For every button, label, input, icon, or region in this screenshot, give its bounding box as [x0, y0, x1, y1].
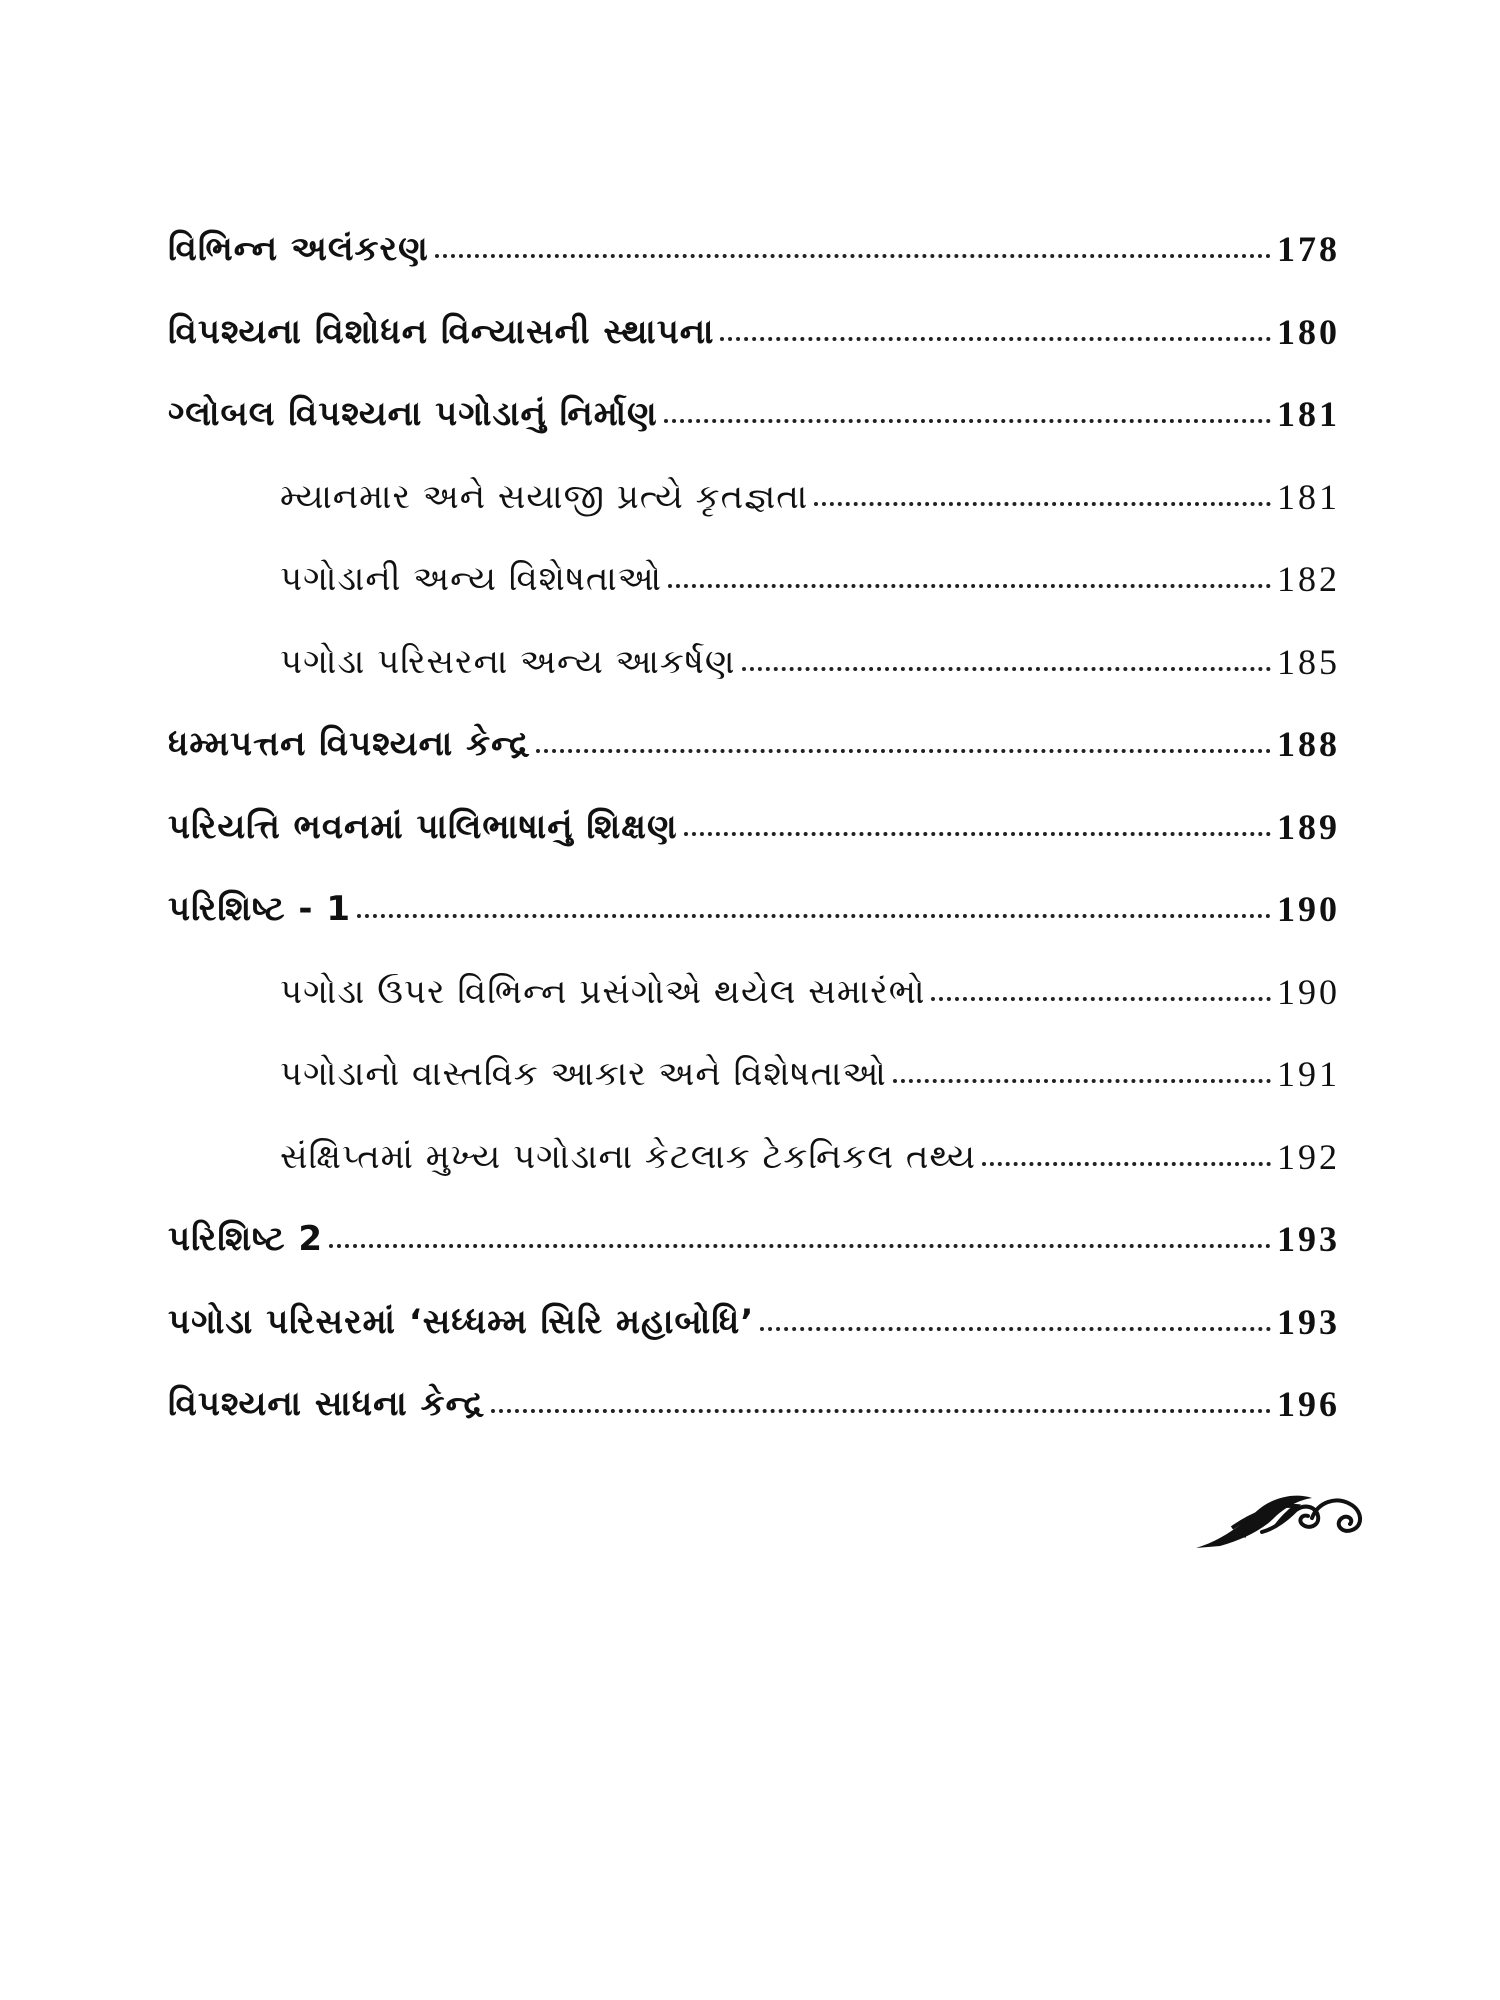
toc-entry-title: પરિશિષ્ટ - 1 — [168, 889, 352, 930]
floral-flourish-icon — [1192, 1488, 1378, 1552]
toc-page-number: 181 — [1277, 394, 1340, 435]
dot-leader — [982, 1162, 1271, 1166]
toc-entry-title: વિપશ્યના વિશોધન વિન્યાસની સ્થાપના — [168, 311, 715, 352]
toc-entry — [168, 291, 1340, 374]
toc-entry-title: વિપશ્યના સાધના કેન્દ્ર — [168, 1384, 485, 1425]
toc-page-number: 193 — [1277, 1219, 1340, 1260]
toc-page-number: 182 — [1277, 559, 1340, 600]
toc-entry-title: પગોડાનો વાસ્તવિક આકાર અને વિશેષતાઓ — [280, 1054, 887, 1095]
toc-entry-title: પરિશિષ્ટ 2 — [168, 1219, 324, 1260]
dot-leader — [664, 419, 1271, 423]
dot-leader — [329, 1244, 1271, 1248]
toc-entry-title: પગોડા પરિસરમાં ‘સધ્ધમ્મ સિરિ મહાબોધિ’ — [168, 1301, 755, 1342]
toc-entry — [168, 208, 1340, 291]
toc-subentry — [168, 1033, 1340, 1116]
toc-entry — [168, 1363, 1340, 1446]
toc-page-number: 190 — [1277, 889, 1340, 930]
toc-page-number: 193 — [1277, 1301, 1340, 1342]
toc-subentry — [168, 951, 1340, 1034]
toc-entry — [168, 1281, 1340, 1364]
toc-page-number: 190 — [1277, 971, 1340, 1012]
toc-entry-title: ગ્લોબલ વિપશ્યના પગોડાનું નિર્માણ — [168, 394, 658, 435]
toc-page-number: 189 — [1277, 806, 1340, 847]
toc-entry — [168, 703, 1340, 786]
toc-entry — [168, 868, 1340, 951]
toc-page-number: 185 — [1277, 641, 1340, 682]
toc-entry — [168, 373, 1340, 456]
toc-entry-title: પગોડા ઉપર વિભિન્ન પ્રસંગોએ થયેલ સમારંભો — [280, 971, 926, 1012]
dot-leader — [536, 749, 1271, 753]
toc-subentry — [168, 538, 1340, 621]
dot-leader — [893, 1079, 1271, 1083]
toc-entry-title: વિભિન્ન અલંકરણ — [168, 229, 429, 270]
toc-entry — [168, 786, 1340, 869]
toc-page-number: 180 — [1277, 311, 1340, 352]
toc-entry-title: ધમ્મપત્તન વિપશ્યના કેન્દ્ર — [168, 724, 531, 765]
table-of-contents — [168, 208, 1340, 1446]
toc-page-number: 178 — [1277, 229, 1340, 270]
toc-page-number: 196 — [1277, 1384, 1340, 1425]
toc-entry-title: પગોડાની અન્ય વિશેષતાઓ — [280, 559, 663, 600]
toc-page-number: 181 — [1277, 476, 1340, 517]
toc-page-number: 188 — [1277, 724, 1340, 765]
toc-entry-title: પગોડા પરિસરના અન્ય આકર્ષણ — [280, 641, 736, 682]
dot-leader — [720, 337, 1271, 341]
dot-leader — [491, 1409, 1271, 1413]
toc-entry — [168, 1198, 1340, 1281]
dot-leader — [684, 832, 1271, 836]
dot-leader — [668, 584, 1271, 588]
dot-leader — [742, 667, 1271, 671]
toc-page-number: 192 — [1277, 1136, 1340, 1177]
toc-entry-title: સંક્ષિપ્તમાં મુખ્ય પગોડાના કેટલાક ટેકનિકલ તથ્ય — [280, 1136, 976, 1177]
toc-subentry — [168, 456, 1340, 539]
toc-entry-title: પરિયત્તિ ભવનમાં પાલિભાષાનું શિક્ષણ — [168, 806, 678, 847]
dot-leader — [357, 914, 1271, 918]
dot-leader — [435, 254, 1271, 258]
toc-subentry — [168, 1116, 1340, 1199]
dot-leader — [931, 997, 1271, 1001]
toc-page-number: 191 — [1277, 1054, 1340, 1095]
dot-leader — [760, 1327, 1271, 1331]
dot-leader — [814, 502, 1271, 506]
toc-entry-title: મ્યાનમાર અને સયાજી પ્રત્યે કૃતજ્ઞતા — [280, 476, 809, 517]
toc-subentry — [168, 621, 1340, 704]
